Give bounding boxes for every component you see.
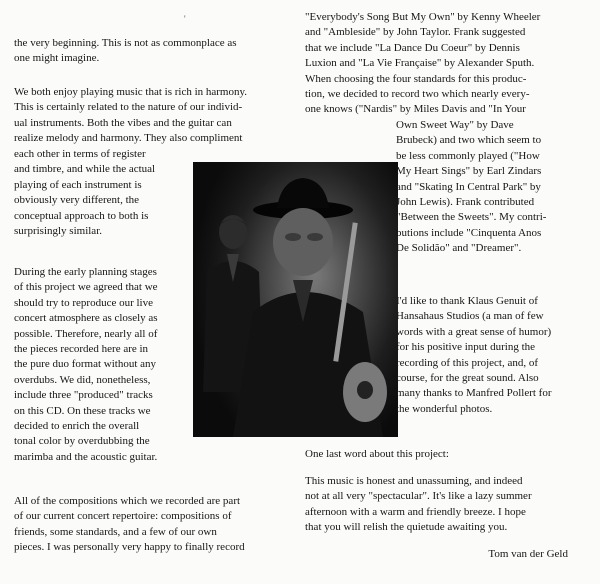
text-line: We both enjoy playing music that is rich in harmony. [14, 86, 248, 98]
text-line: concert atmosphere as closely as [14, 312, 158, 325]
text-line: and timbre, and while the actual [14, 163, 156, 176]
text-line: course, for the great sound. Also [396, 372, 539, 385]
text-line: marimba and the acoustic guitar. [14, 450, 158, 463]
text-line: overdubs. We did, nonetheless, [14, 373, 151, 386]
text-line: one might imagine. [14, 52, 100, 65]
text-line: not at all very "spectacular". It's like a lazy summer [305, 490, 532, 503]
text-line: playing of each instrument is [14, 178, 142, 191]
left-paragraph-2-wrap [14, 147, 186, 239]
text-line: words with a great sense of humor) [396, 325, 552, 338]
text-line: Brubeck) and two which seem to [396, 134, 542, 147]
text-line: ual instruments. Both the vibes and the guitar can [14, 116, 232, 129]
text-line: All of the compositions which we recorded are part [14, 495, 241, 507]
author-signature: Tom van der Geld [488, 548, 568, 560]
text-line: that you will relish the quietude awaiting you. [305, 521, 508, 534]
text-line: of this project we agreed that we [14, 281, 158, 294]
text-line: Luxion and "La Vie Française" by Alexander Sputh. [305, 57, 535, 70]
text-line: One last word about this project: [305, 448, 449, 460]
text-line: I'd like to thank Klaus Genuit of [396, 295, 538, 307]
text-line: Own Sweet Way" by Dave [396, 119, 514, 131]
right-paragraph-4 [305, 474, 589, 536]
left-paragraph-3 [14, 265, 186, 465]
right-paragraph-1-wrap [396, 118, 589, 257]
duo-portrait-photo [193, 162, 398, 437]
text-line: and "Ambleside" by John Taylor. Frank suggested [305, 26, 526, 39]
text-line: This is certainly related to the nature of our individ- [14, 101, 243, 114]
page-mark: ' [184, 14, 186, 24]
text-line: many thanks to Manfred Pollert for [396, 387, 552, 400]
text-line: surprisingly similar. [14, 225, 102, 238]
text-line: decided to enrich the overall [14, 420, 140, 433]
text-line: the very beginning. This is not as commonplace as [14, 37, 237, 49]
right-paragraph-1 [305, 10, 589, 118]
text-line: When choosing the four standards for this produc- [305, 72, 527, 85]
text-line: afternoon with a warm and friendly breeze. I hope [305, 505, 526, 518]
text-line: the pure duo format without any [14, 358, 157, 371]
text-line: "Everybody's Song But My Own" by Kenny Wheeler [305, 11, 541, 23]
text-line: obviously very different, the [14, 194, 140, 207]
text-line: realize melody and harmony. They also compliment [14, 132, 243, 145]
text-line: "Between the Sweets". My contri- [396, 211, 547, 224]
text-line: conceptual approach to both is [14, 209, 149, 222]
text-line: possible. Therefore, nearly all of [14, 327, 158, 340]
left-paragraph-1 [14, 36, 280, 67]
text-line: recording of this project, and, of [396, 356, 539, 369]
text-line: John Lewis). Frank contributed [396, 196, 535, 209]
text-line: the wonderful photos. [396, 402, 493, 415]
text-line: My Heart Sings" by Earl Zindars [396, 165, 542, 178]
text-line: one knows ("Nardis" by Miles Davis and "In Your [305, 103, 526, 116]
text-line: include three "produced" tracks [14, 389, 153, 402]
text-line: that we include "La Dance Du Coeur" by Dennis [305, 41, 520, 54]
photo-illustration [193, 162, 398, 437]
right-paragraph-2 [396, 294, 589, 417]
text-line: Hansahaus Studios (a man of few [396, 310, 544, 323]
text-line: tion, we decided to record two which nearly every- [305, 88, 530, 101]
text-line: of our current concert repertoire: compositions of [14, 510, 232, 523]
left-paragraph-4 [14, 494, 280, 556]
text-line: friends, some standards, and a few of our own [14, 525, 217, 538]
left-paragraph-2 [14, 85, 280, 147]
text-line: should try to reproduce our live [14, 296, 153, 309]
text-line: De Solidão" and "Dreamer". [396, 242, 522, 255]
text-line: and "Skating In Central Park" by [396, 180, 541, 193]
text-line: on this CD. On these tracks we [14, 404, 151, 417]
text-line: tonal color by overdubbing the [14, 435, 150, 448]
text-line: for his positive input during the [396, 341, 536, 354]
text-line: be less commonly played ("How [396, 149, 540, 162]
text-line: each other in terms of register [14, 148, 146, 160]
text-line: the pieces recorded here are in [14, 343, 149, 356]
text-line: pieces. I was personally very happy to finally record [14, 541, 245, 554]
text-line: This music is honest and unassuming, and indeed [305, 475, 523, 487]
text-line: During the early planning stages [14, 266, 157, 278]
text-line: butions include "Cinquenta Anos [396, 226, 542, 239]
right-paragraph-3 [305, 447, 589, 462]
